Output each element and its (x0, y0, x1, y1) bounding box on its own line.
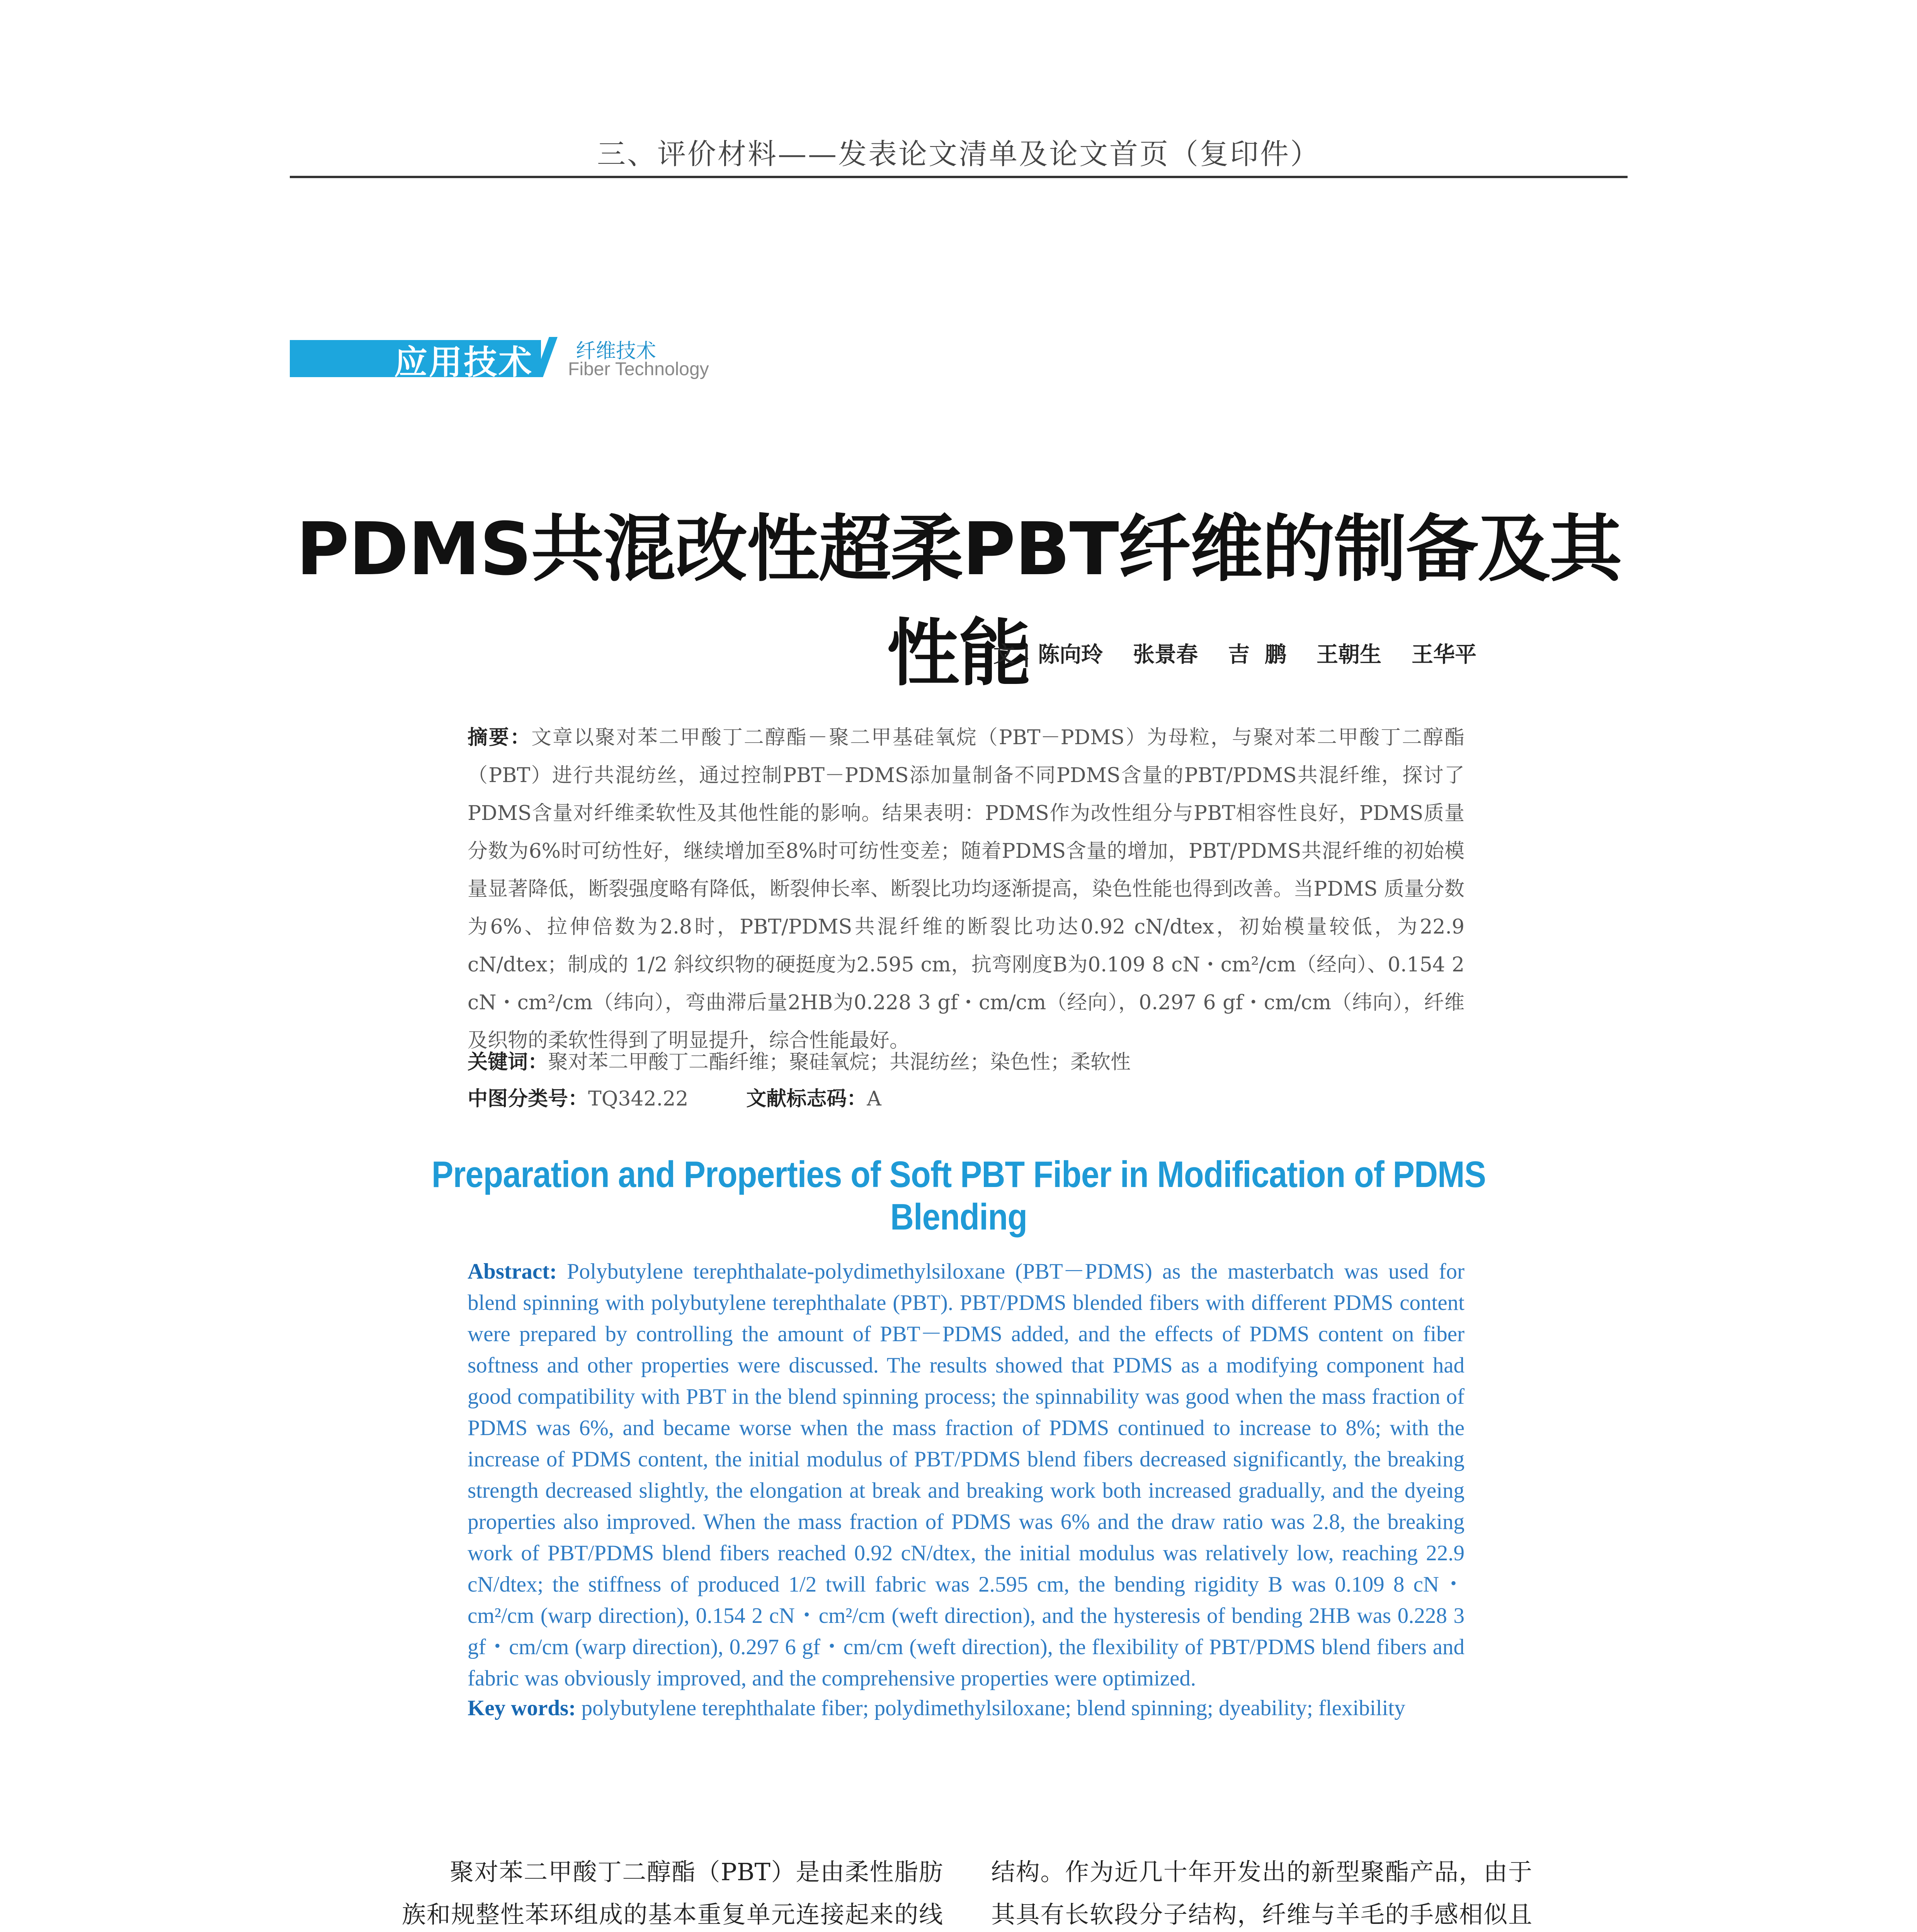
body-right-column: 结构。作为近几十年开发出的新型聚酯产品，由于其具有长软段分子结构，纤维与羊毛的手感相似且 (991, 1858, 1532, 1929)
cn-doc-code-label: 文献标志码： (746, 1087, 867, 1111)
section-tag-sub-en: Fiber Technology (568, 359, 709, 379)
en-abstract-label: Abstract: (468, 1259, 557, 1284)
author-line: 文 | 陈向玲 张景春 吉 鹏 王朝生 王华平 (993, 642, 1476, 667)
en-keywords-label: Key words: (468, 1696, 576, 1720)
cn-abstract-text: 文章以聚对苯二甲酸丁二醇酯－聚二甲基硅氧烷（PBT－PDMS）为母粒，与聚对苯二甲酸丁二醇酯（PBT）进行共混纺丝，通过控制PBT－PDMS添加量制备不同PDMS含量的PBT/PDMS共混纤维，探讨了PDMS含量对纤维柔软性及其他性能的影响。结果表明：PDMS作为改性组分与PBT相容性良好，PDMS质量分数为6%时可纺性好，继续增加至8%时可纺性变差；随着PDMS含量的增加，PBT/PDMS共混纤维的初始模量显著降低，断裂强度略有降低，断裂伸长率、断裂比功均逐渐提高，染色性能也得到改善。当PDMS 质量分数为6%、拉伸倍数为2.8时，PBT/PDMS共混纤维的断裂比功达0.92 cN/dtex，初始模量较低，为22.9 cN/dtex；制成的 1/2 斜纹织物的硬挺度为2.595 cm，抗弯刚度B为0.109 8 cN・cm²/cm（经向）、0.154 2 cN・cm²/cm（纬向），弯曲滞后量2HB为0.228 3 gf・cm/cm（经向），0.297 6 gf・cm/cm（纬向），纤维及织物的柔软性得到了明显提升，综合性能最好。 (468, 726, 1465, 1052)
cn-keywords-label: 关键词： (468, 1050, 548, 1074)
section-tag-main: 应用技术 (394, 343, 533, 382)
running-head: 三、评价材料——发表论文清单及论文首页（复印件） (597, 138, 1320, 171)
en-keywords (468, 1692, 1465, 1724)
header-rule (290, 176, 1628, 178)
en-abstract (468, 1256, 1465, 1694)
body-left-column: 聚对苯二甲酸丁二醇酯（PBT）是由柔性脂肪族和规整性苯环组成的基本重复单元连接起来的线 (402, 1858, 943, 1929)
cn-keywords (468, 1043, 1465, 1081)
en-abstract-text: Polybutylene terephthalate-polydimethylsiloxane (PBT－PDMS) as the masterbatch was used for blend spinning with polybutylene terephthalate (PBT). PBT/PDMS blended fibers with different PDMS content were prepared by controlling the amount of PBT－PDMS added, and the effects of PDMS content on fiber softness and other properties were discussed. The results showed that PDMS as a modifying component had good compatibility with PBT in the blend spinning process; the spinnability was good when the mass fraction of PDMS was 6%, and became worse when the mass fraction of PDMS continued to increase to 8%; with the increase of PDMS content, the initial modulus of PBT/PDMS blend fibers decreased significantly, the breaking strength decreased slightly, the elongation at break and breaking work both increased gradually, and the dyeing properties also improved. When the mass fraction of PDMS was 6% and the draw ratio was 2.8, the breaking work of PBT/PDMS blend fibers reached 0.92 cN/dtex, the initial modulus was relatively low, reaching 22.9 cN/dtex; the stiffness of produced 1/2 twill fabric was 2.595 cm, the bending rigidity B was 0.109 8 cN・cm²/cm (warp direction), 0.154 2 cN・cm²/cm (weft direction), and the hysteresis of bending 2HB was 0.228 3 gf・cm/cm (warp direction), 0.297 6 gf・cm/cm (weft direction), the flexibility of PBT/PDMS blend fibers and fabric was obviously improved, and the comprehensive properties were optimized. (468, 1259, 1465, 1690)
english-title: Preparation and Properties of Soft PBT Fiber in Modification of PDMS Blending (431, 1154, 1486, 1238)
cn-abstract (468, 719, 1465, 1060)
cn-keywords-text: 聚对苯二甲酸丁二酯纤维；聚硅氧烷；共混纺丝；染色性；柔软性 (548, 1051, 1131, 1074)
cn-doc-code-value: A (867, 1087, 881, 1111)
cn-classification (468, 1080, 1465, 1118)
en-keywords-text: polybutylene terephthalate fiber; polydimethylsiloxane; blend spinning; dyeability; flexibility (581, 1696, 1405, 1720)
cn-class-value: TQ342.22 (588, 1087, 689, 1111)
paper-title: PDMS共混改性超柔PBT纤维的制备及其性能 (296, 507, 1621, 696)
section-tag-sub-cn: 纤维技术 (576, 340, 657, 363)
cn-class-label: 中图分类号： (468, 1087, 589, 1111)
cn-abstract-label: 摘要： (468, 726, 531, 749)
